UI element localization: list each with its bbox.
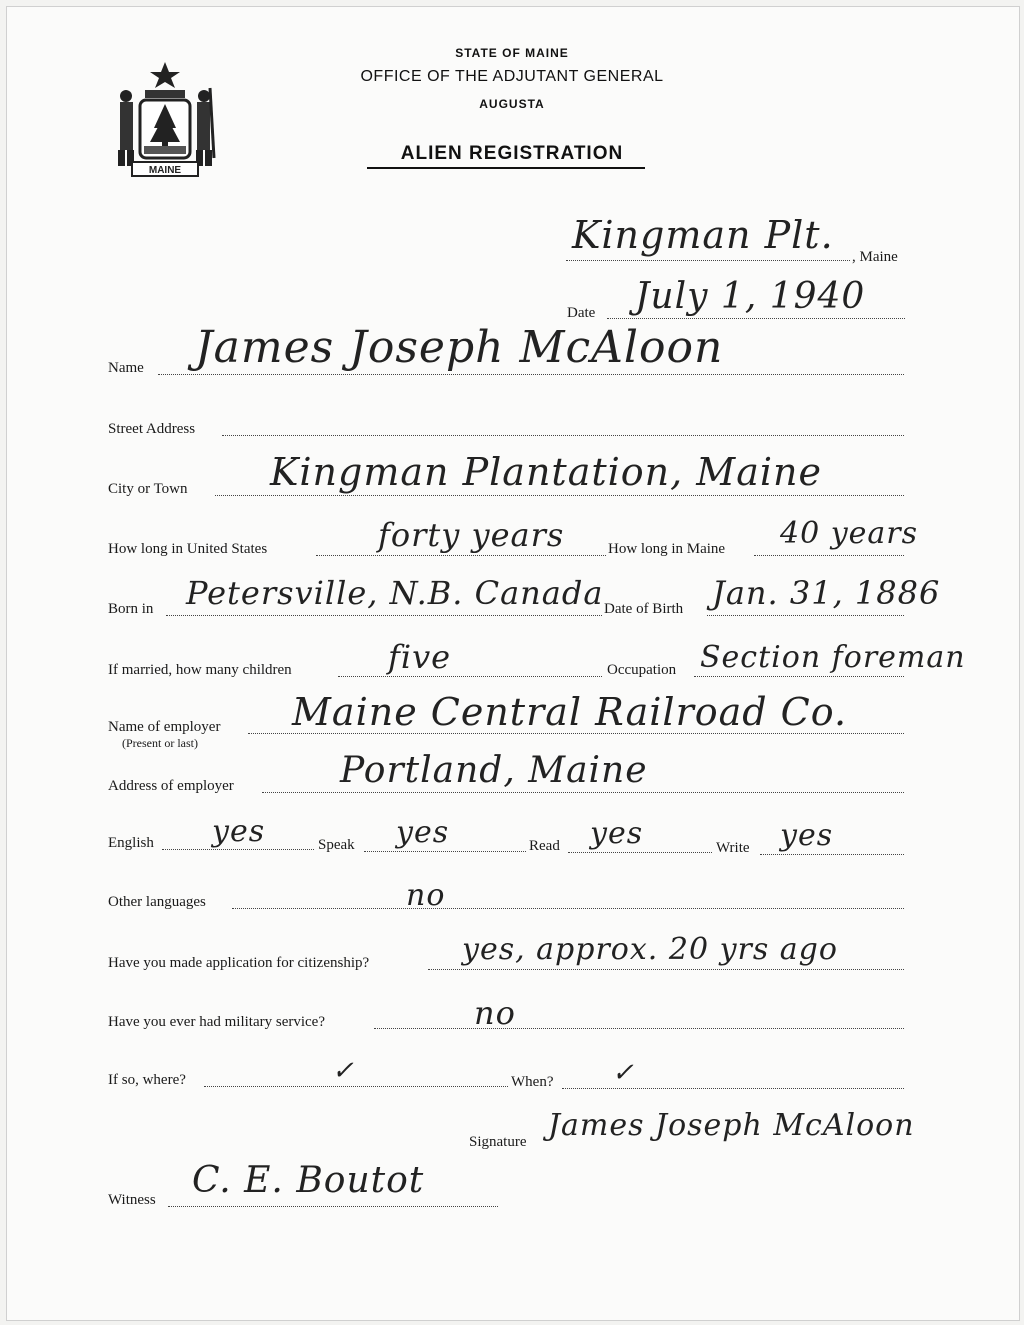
other-languages-label: Other languages xyxy=(108,894,206,910)
write-line xyxy=(760,854,904,855)
city-label: City or Town xyxy=(108,481,188,497)
born-in-value[interactable]: Petersville, N.B. Canada xyxy=(186,574,604,612)
street-label: Street Address xyxy=(108,421,196,437)
witness-value[interactable]: C. E. Boutot xyxy=(192,1160,425,1201)
read-line xyxy=(568,852,712,853)
dob-line xyxy=(707,615,904,616)
date-value[interactable]: July 1, 1940 xyxy=(635,276,866,317)
place-value[interactable]: Kingman Plt. xyxy=(572,213,834,257)
date-label: Date xyxy=(567,305,596,321)
how-long-maine-value[interactable]: 40 years xyxy=(780,516,919,551)
employer-address-label: Address of employer xyxy=(108,778,234,794)
title-underline xyxy=(367,167,645,169)
where-line xyxy=(204,1086,508,1087)
children-label: If married, how many children xyxy=(108,662,292,678)
english-line xyxy=(162,849,314,850)
dob-label: Date of Birth xyxy=(604,601,684,617)
occupation-label: Occupation xyxy=(607,662,677,678)
speak-value[interactable]: yes xyxy=(396,815,450,850)
name-value[interactable]: James Joseph McAloon xyxy=(195,322,724,373)
form-title: ALIEN REGISTRATION xyxy=(400,143,624,164)
employer-sublabel: (Present or last) xyxy=(122,736,198,750)
born-in-label: Born in xyxy=(108,601,154,617)
street-line xyxy=(222,435,904,436)
signature-value[interactable]: James Joseph McAloon xyxy=(548,1108,915,1143)
employer-address-value[interactable]: Portland, Maine xyxy=(340,750,648,791)
military-value[interactable]: no xyxy=(474,994,516,1032)
read-value[interactable]: yes xyxy=(590,816,644,851)
date-line xyxy=(607,318,905,319)
when-line xyxy=(562,1088,904,1089)
how-long-maine-label: How long in Maine xyxy=(608,541,726,557)
write-label: Write xyxy=(716,840,750,856)
how-long-us-line xyxy=(316,555,606,556)
witness-line xyxy=(168,1206,498,1207)
english-value[interactable]: yes xyxy=(212,814,266,849)
employer-address-line xyxy=(262,792,904,793)
employer-label: Name of employer xyxy=(108,719,221,735)
city-value[interactable]: Kingman Plantation, Maine xyxy=(270,450,822,494)
place-line xyxy=(566,260,850,261)
occupation-line xyxy=(694,676,904,677)
military-label: Have you ever had military service? xyxy=(108,1014,325,1030)
when-label: When? xyxy=(511,1074,554,1090)
how-long-us-value[interactable]: forty years xyxy=(378,516,565,554)
write-value[interactable]: yes xyxy=(780,818,834,853)
state-heading: STATE OF MAINE xyxy=(455,46,569,60)
speak-label: Speak xyxy=(318,837,355,853)
name-label: Name xyxy=(108,360,144,376)
signature-label: Signature xyxy=(469,1134,527,1150)
where-value[interactable]: ✓ xyxy=(332,1056,355,1086)
name-line xyxy=(158,374,904,375)
where-label: If so, where? xyxy=(108,1072,186,1088)
witness-label: Witness xyxy=(108,1192,156,1208)
dob-value[interactable]: Jan. 31, 1886 xyxy=(712,574,941,612)
english-label: English xyxy=(108,835,154,851)
how-long-us-label: How long in United States xyxy=(108,541,268,557)
seal-banner: MAINE xyxy=(148,165,182,176)
city-line xyxy=(215,495,904,496)
when-value[interactable]: ✓ xyxy=(612,1058,635,1088)
other-languages-line xyxy=(232,908,904,909)
children-line xyxy=(338,676,602,677)
speak-line xyxy=(364,851,526,852)
born-in-line xyxy=(166,615,602,616)
children-value[interactable]: five xyxy=(388,638,452,676)
military-line xyxy=(374,1028,904,1029)
how-long-maine-line xyxy=(754,555,904,556)
office-heading: OFFICE OF THE ADJUTANT GENERAL xyxy=(360,68,664,85)
citizenship-value[interactable]: yes, approx. 20 yrs ago xyxy=(462,932,838,967)
maine-suffix-label: , Maine xyxy=(852,249,898,265)
other-languages-value[interactable]: no xyxy=(406,878,446,913)
city-heading: AUGUSTA xyxy=(479,97,545,111)
read-label: Read xyxy=(529,838,560,854)
employer-value[interactable]: Maine Central Railroad Co. xyxy=(292,690,848,734)
citizenship-line xyxy=(428,969,904,970)
occupation-value[interactable]: Section foreman xyxy=(700,640,966,675)
citizenship-label: Have you made application for citizenship? xyxy=(108,955,370,971)
